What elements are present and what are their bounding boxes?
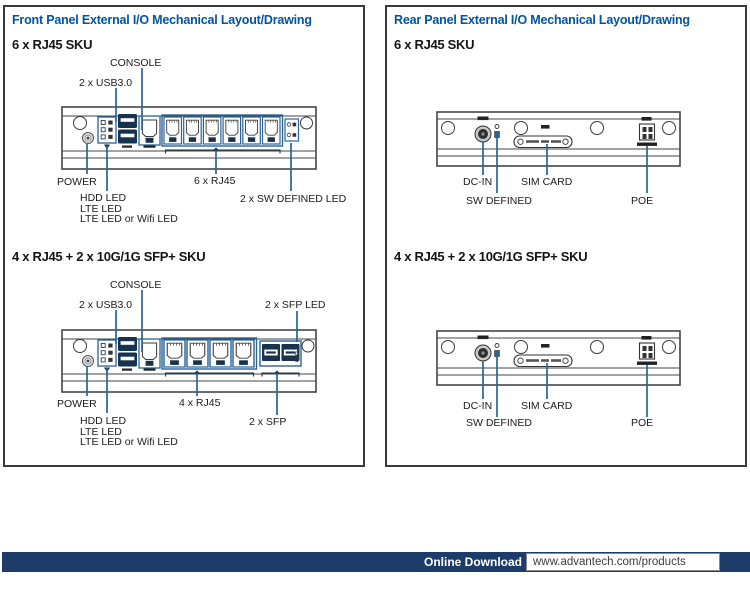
front-drawing-4rj45-sfp bbox=[62, 330, 316, 392]
rear-drawing-6rj45 bbox=[437, 112, 680, 166]
front2-label-rj45: 4 x RJ45 bbox=[179, 397, 221, 409]
front-sku2-heading: 4 x RJ45 + 2 x 10G/1G SFP+ SKU bbox=[12, 249, 206, 264]
front1-label-console: CONSOLE bbox=[110, 57, 162, 69]
front1-label-lte-wifi-led: LTE LED or Wifi LED bbox=[80, 213, 178, 226]
front2-label-sfp-led: 2 x SFP LED bbox=[265, 299, 326, 311]
front2-label-lte-wifi-led: LTE LED or Wifi LED bbox=[80, 436, 178, 449]
front2-label-lte-led: LTE LED bbox=[80, 425, 122, 438]
front2-label-sfp: 2 x SFP bbox=[249, 416, 287, 428]
rear-section-title: Rear Panel External I/O Mechanical Layout/Drawing bbox=[394, 13, 690, 27]
rear1-label-poe: POE bbox=[631, 195, 654, 207]
rear2-label-sw-defined: SW DEFINED bbox=[466, 417, 532, 429]
front1-label-usb: 2 x USB3.0 bbox=[79, 77, 133, 89]
front2-label-console: CONSOLE bbox=[110, 279, 162, 291]
rear2-label-sim-card: SIM CARD bbox=[521, 400, 573, 412]
front2-label-hdd-led: HDD LED bbox=[80, 415, 127, 427]
rear-sku1-heading: 6 x RJ45 SKU bbox=[394, 37, 475, 52]
rear-sku2-heading: 4 x RJ45 + 2 x 10G/1G SFP+ SKU bbox=[394, 249, 588, 264]
front1-label-power: POWER bbox=[57, 176, 97, 188]
rear2-label-poe: POE bbox=[631, 417, 654, 429]
sfp-cage bbox=[262, 344, 280, 361]
footer-bar bbox=[2, 552, 750, 572]
front1-label-sw-defined-led: 2 x SW DEFINED LED bbox=[240, 193, 347, 205]
rear1-label-sim-card: SIM CARD bbox=[521, 176, 573, 188]
front2-label-usb: 2 x USB3.0 bbox=[79, 299, 133, 311]
rear2-label-dc-in: DC-IN bbox=[463, 400, 493, 412]
front-section-title: Front Panel External I/O Mechanical Layout/Drawing bbox=[12, 13, 312, 27]
download-url-box: www.advantech.com/products bbox=[526, 553, 720, 571]
sw-defined-led-block bbox=[285, 119, 299, 141]
rear-drawing-4rj45-sfp bbox=[437, 331, 680, 385]
front1-label-led-list bbox=[80, 193, 178, 225]
front1-label-rj45: 6 x RJ45 bbox=[194, 175, 236, 187]
front2-label-power: POWER bbox=[57, 398, 97, 410]
rear1-label-dc-in: DC-IN bbox=[463, 176, 493, 188]
front1-label-hdd-led: HDD LED bbox=[80, 192, 127, 204]
rear1-label-sw-defined: SW DEFINED bbox=[466, 195, 532, 207]
front-sku1-heading: 6 x RJ45 SKU bbox=[12, 37, 93, 52]
front1-label-lte-led: LTE LED bbox=[80, 202, 122, 215]
front2-label-led-list bbox=[80, 416, 178, 448]
front-drawing-6rj45 bbox=[62, 107, 316, 169]
online-download-badge: Online Download bbox=[424, 555, 522, 569]
